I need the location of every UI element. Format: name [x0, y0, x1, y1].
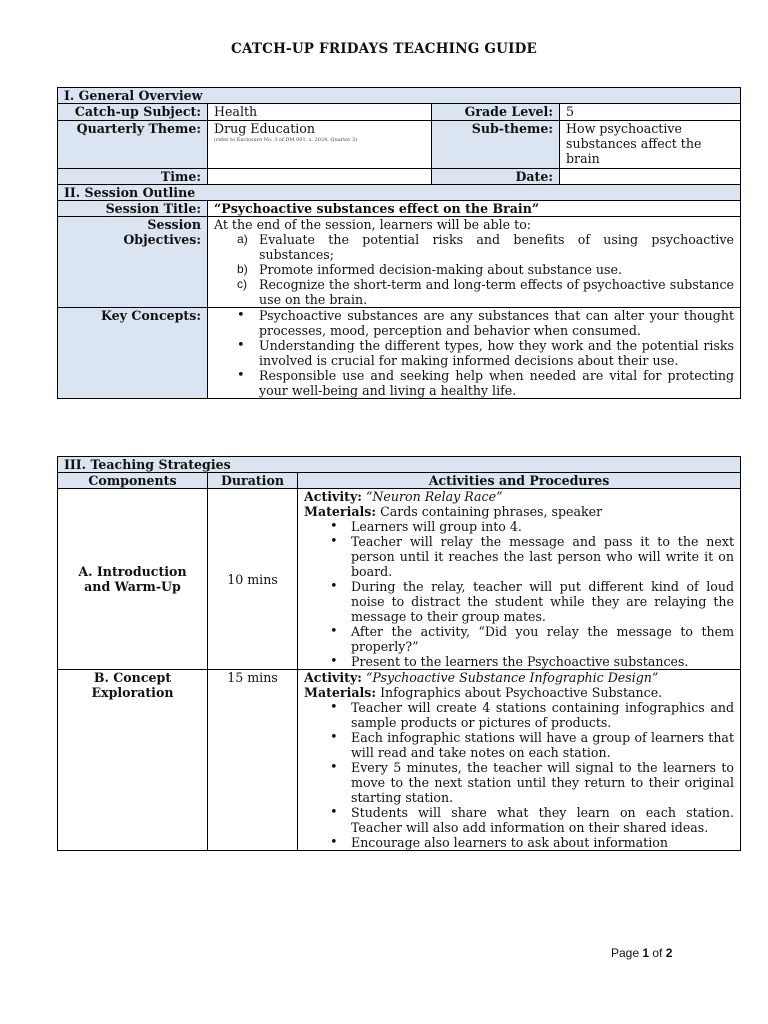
procedure-step: • Encourage also learners to ask about information — [304, 835, 734, 850]
procedure-step: • Teacher will relay the message and pass it to the next person until it reaches the last person who will write it on board. — [304, 534, 734, 579]
theme-label: Quarterly Theme: — [58, 121, 208, 169]
procedure-step: • Learners will group into 4. — [304, 519, 734, 534]
duration-cell: 10 mins — [208, 489, 298, 670]
objectives-list — [214, 232, 734, 307]
components-header: Components — [58, 473, 208, 489]
component-cell: A. Introduction and Warm-Up — [58, 489, 208, 670]
activities-header: Activities and Procedures — [298, 473, 741, 489]
theme-cell — [208, 121, 432, 169]
duration-header: Duration — [208, 473, 298, 489]
activity-name: “Psychoactive Substance Infographic Design” — [365, 670, 659, 685]
activity-label: Activity: — [304, 670, 362, 685]
key-concepts-label: Key Concepts: — [58, 308, 208, 399]
key-concepts-list — [214, 308, 734, 398]
session-title-label: Session Title: — [58, 201, 208, 217]
subject-value: Health — [208, 104, 432, 121]
procedure-list — [304, 700, 734, 850]
page-of: of — [649, 946, 666, 960]
duration-cell: 15 mins — [208, 670, 298, 851]
procedure-step: • Every 5 minutes, the teacher will signal to the learners to move to the next station until they return to their original starting station. — [304, 760, 734, 805]
theme-value: Drug Education — [214, 121, 316, 136]
session-title-value: “Psychoactive substances effect on the Brain” — [208, 201, 741, 217]
subtheme-value: How psychoactive substances affect the brain — [560, 121, 741, 169]
materials-label: Materials: — [304, 685, 377, 700]
activities-cell — [298, 489, 741, 670]
objectives-label-line1: Session — [147, 217, 201, 232]
date-label: Date: — [432, 169, 560, 185]
session-outline-heading: II. Session Outline — [58, 185, 741, 201]
page-prefix: Page — [611, 946, 643, 960]
procedure-step: • During the relay, teacher will put different kind of loud noise to distract the student while they are relaying the message to their group mates. — [304, 579, 734, 624]
objective-item: Evaluate the potential risks and benefits of using psychoactive substances; — [259, 232, 735, 262]
key-concept-item: • Understanding the different types, how they work and the potential risks involved is crucial for making informed decisions about their use. — [214, 338, 734, 368]
subject-label: Catch-up Subject: — [58, 104, 208, 121]
overview-table — [57, 87, 741, 399]
materials-value: Infographics about Psychoactive Substance. — [380, 685, 663, 700]
objectives-intro: At the end of the session, learners will be able to: — [214, 217, 532, 232]
general-overview-heading: I. General Overview — [58, 88, 741, 104]
materials-label: Materials: — [304, 504, 377, 519]
key-concepts-cell — [208, 308, 741, 399]
grade-value: 5 — [560, 104, 741, 121]
document-title: CATCH-UP FRIDAYS TEACHING GUIDE — [231, 41, 537, 57]
theme-reference-note: (refer to Enclosure No. 3 of DM 001, s. 2024, Quarter 3) — [214, 137, 358, 143]
procedure-step: • Teacher will create 4 stations containing infographics and sample products or pictures of products. — [304, 700, 734, 730]
procedure-list — [304, 519, 734, 669]
procedure-step: • After the activity, “Did you relay the message to them properly?” — [304, 624, 734, 654]
objectives-label — [58, 217, 208, 308]
date-value[interactable] — [560, 169, 741, 185]
teaching-strategies-heading: III. Teaching Strategies — [58, 457, 741, 473]
time-value[interactable] — [208, 169, 432, 185]
time-label: Time: — [58, 169, 208, 185]
objectives-cell — [208, 217, 741, 308]
objective-item: Recognize the short-term and long-term effects of psychoactive substance use on the brain. — [259, 277, 735, 307]
key-concept-item: • Responsible use and seeking help when needed are vital for protecting your well-being and living a healthy life. — [214, 368, 734, 398]
current-page: 1 — [642, 946, 650, 960]
procedure-step: • Each infographic stations will have a group of learners that will read and take notes on each station. — [304, 730, 734, 760]
subtheme-label: Sub-theme: — [432, 121, 560, 169]
component-cell: B. Concept Exploration — [58, 670, 208, 851]
procedure-step: • Students will share what they learn on each station. Teacher will also add information on their shared ideas. — [304, 805, 734, 835]
activity-name: “Neuron Relay Race” — [365, 489, 503, 504]
procedure-step: • Present to the learners the Psychoactive substances. — [304, 654, 734, 669]
teaching-strategies-table — [57, 456, 741, 851]
objective-item: Promote informed decision-making about substance use. — [259, 262, 622, 277]
total-pages: 2 — [665, 946, 673, 960]
activities-cell — [298, 670, 741, 851]
objectives-label-line2: Objectives: — [123, 232, 201, 247]
activity-label: Activity: — [304, 489, 362, 504]
materials-value: Cards containing phrases, speaker — [380, 504, 603, 519]
page-number — [611, 946, 672, 960]
key-concept-item: • Psychoactive substances are any substances that can alter your thought processes, mood, perception and behavior when consumed. — [214, 308, 734, 338]
grade-label: Grade Level: — [432, 104, 560, 121]
